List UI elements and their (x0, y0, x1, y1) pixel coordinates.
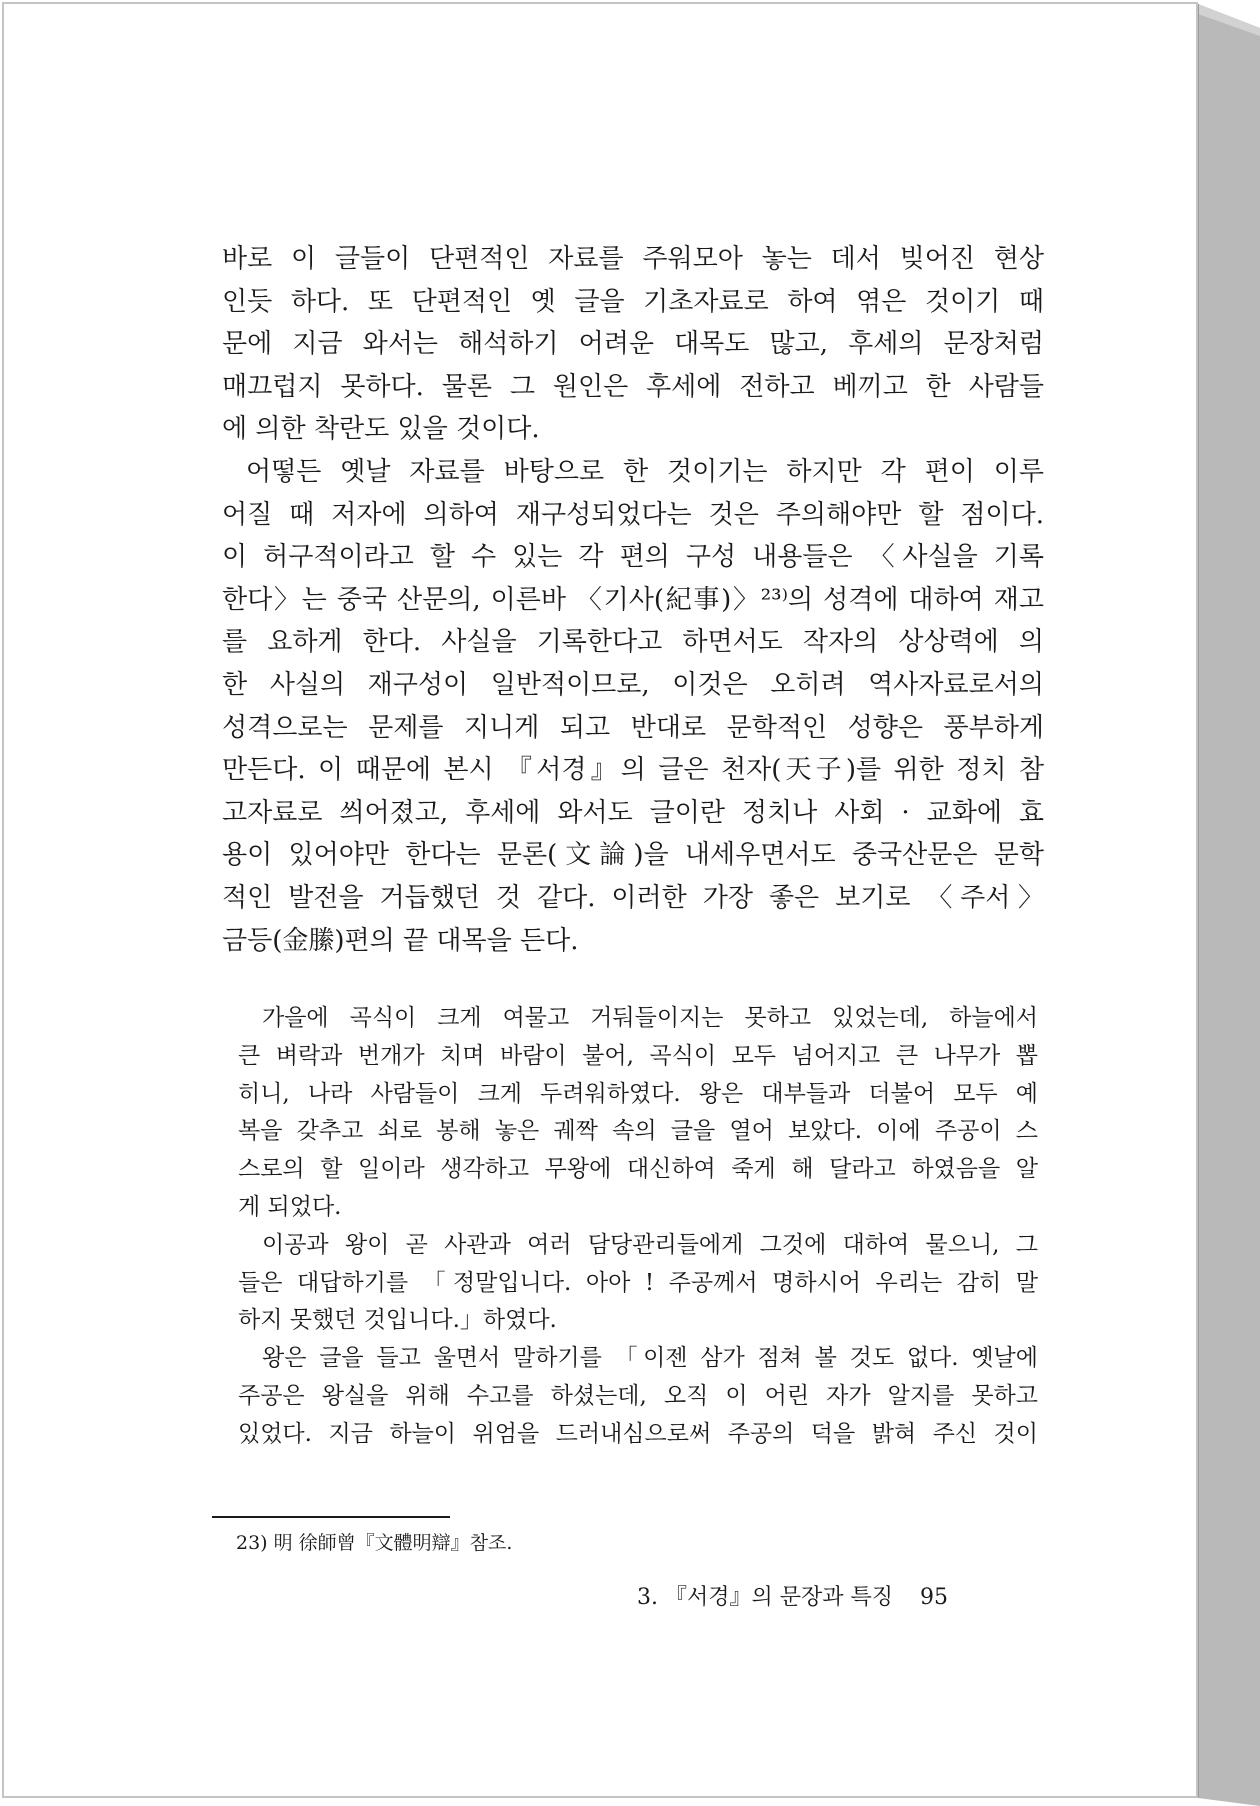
body-line: 용이 있어야만 한다는 문론(文論)을 내세우면서도 중국산문은 문학 (222, 840, 1044, 871)
body-line: 만든다. 이 때문에 본시 『서경』의 글은 천자(天子)를 위한 정치 참 (222, 755, 1044, 786)
body-text (222, 238, 1044, 962)
body-line: 한다〉는 중국 산문의, 이른바 〈기사(紀事)〉²³⁾의 성격에 대하여 재고 (222, 584, 1044, 615)
quote-line: 큰 벼락과 번개가 치며 바람이 불어, 곡식이 모두 넘어지고 큰 나무가 뽑 (238, 1042, 1038, 1069)
block-quotation (238, 1000, 1038, 1454)
quote-line: 있었다. 지금 하늘이 위엄을 드러내심으로써 주공의 덕을 밝혀 주신 것이 (238, 1420, 1038, 1447)
chapter-title: 3. 『서경』의 문장과 특징 (637, 1585, 893, 1610)
body-line: 고자료로 씌어졌고, 후세에 와서도 글이란 정치나 사회 · 교화에 효 (222, 797, 1044, 828)
body-line: 어질 때 저자에 의하여 재구성되었다는 것은 주의해야만 할 점이다. (222, 499, 1044, 530)
quote-line: 게 되었다. (238, 1193, 342, 1220)
footnote-divider (212, 1516, 450, 1518)
footnote: 23) 明 徐師曾『文體明辯』참조. (236, 1532, 513, 1554)
quote-line: 히니, 나라 사람들이 크게 두려워하였다. 왕은 대부들과 더불어 모두 예 (238, 1080, 1038, 1107)
book-page-edge (1198, 0, 1260, 1806)
body-line: 문에 지금 와서는 해석하기 어려운 대목도 많고, 후세의 문장처럼 (222, 329, 1044, 360)
book-page (2, 2, 1198, 1798)
quote-line: 들은 대답하기를 「정말입니다. 아아 ! 주공께서 명하시어 우리는 감히 말 (238, 1269, 1038, 1296)
body-line: 금등(金縢)편의 끝 대목을 든다. (222, 925, 579, 956)
quote-line: 왕은 글을 들고 울면서 말하기를 「이젠 삼가 점쳐 볼 것도 없다. 옛날에 (262, 1345, 1038, 1372)
body-line: 매끄럽지 못하다. 물론 그 원인은 후세에 전하고 베끼고 한 사람들 (222, 371, 1044, 402)
body-line: 적인 발전을 거듭했던 것 같다. 이러한 가장 좋은 보기로 〈주서〉 (222, 882, 1044, 913)
quote-line: 복을 갖추고 쇠로 봉해 놓은 궤짝 속의 글을 열어 보았다. 이에 주공이 스 (238, 1118, 1038, 1145)
body-line: 성격으로는 문제를 지니게 되고 반대로 문학적인 성향은 풍부하게 (222, 712, 1044, 743)
body-line: 를 요하게 한다. 사실을 기록한다고 하면서도 작자의 상상력에 의 (222, 627, 1044, 658)
running-footer (637, 1580, 948, 1611)
quote-line: 주공은 왕실을 위해 수고를 하셨는데, 오직 이 어린 자가 알지를 못하고 (238, 1382, 1038, 1409)
body-line: 이 허구적이라고 할 수 있는 각 편의 구성 내용들은 〈사실을 기록 (222, 542, 1044, 573)
body-line: 에 의한 착란도 있을 것이다. (222, 414, 540, 445)
quote-line: 하지 못했던 것입니다.」하였다. (238, 1307, 557, 1334)
body-line: 바로 이 글들이 단편적인 자료를 주워모아 놓는 데서 빚어진 현상 (222, 244, 1044, 274)
quote-line: 이공과 왕이 곧 사관과 여러 담당관리들에게 그것에 대하여 물으니, 그 (262, 1231, 1038, 1258)
quote-line: 스로의 할 일이라 생각하고 무왕에 대신하여 죽게 해 달라고 하였음을 알 (238, 1156, 1038, 1183)
body-line: 어떻든 옛날 자료를 바탕으로 한 것이기는 하지만 각 편이 이루 (246, 456, 1044, 487)
body-line: 한 사실의 재구성이 일반적이므로, 이것은 오히려 역사자료로서의 (222, 669, 1044, 700)
body-line: 인듯 하다. 또 단편적인 옛 글을 기초자료로 하여 엮은 것이기 때 (222, 286, 1044, 317)
quote-line: 가을에 곡식이 크게 여물고 거둬들이지는 못하고 있었는데, 하늘에서 (262, 1005, 1038, 1031)
page-number: 95 (920, 1585, 948, 1610)
